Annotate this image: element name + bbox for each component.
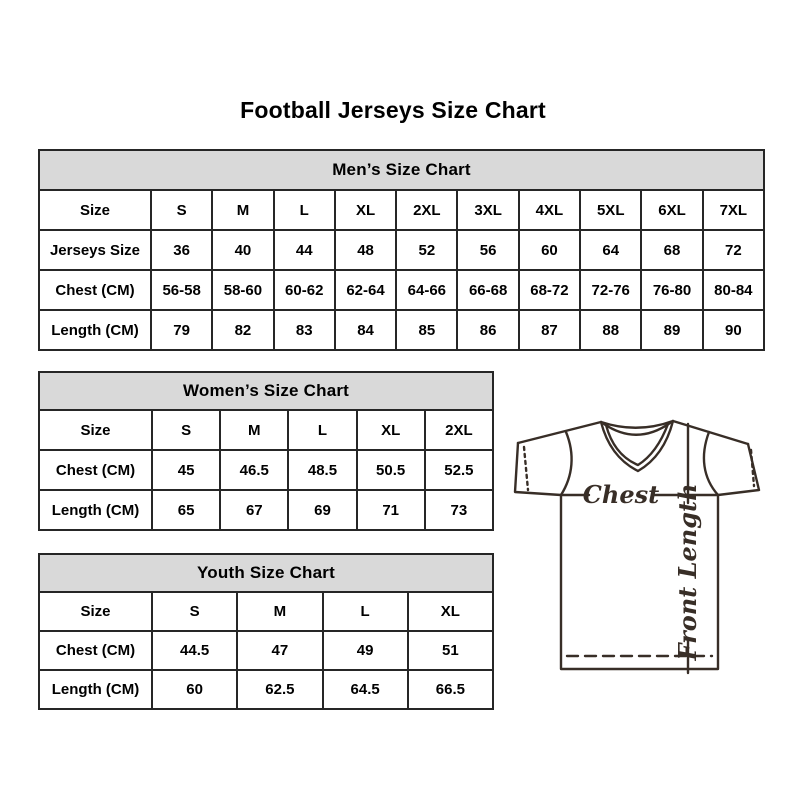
size-value: 64-66 — [396, 270, 457, 310]
size-value: 46.5 — [220, 450, 288, 490]
size-col-header: XL — [357, 410, 425, 450]
size-value: 49 — [323, 631, 408, 670]
size-value: 72-76 — [580, 270, 641, 310]
size-col-header: 7XL — [703, 190, 764, 230]
size-col-header: 2XL — [425, 410, 493, 450]
size-col-header: 3XL — [457, 190, 518, 230]
table-title: Men’s Size Chart — [39, 150, 764, 190]
size-col-header: 5XL — [580, 190, 641, 230]
table-row — [39, 592, 493, 631]
row-label: Chest (CM) — [39, 270, 151, 310]
jersey-right-sleeve — [718, 444, 759, 495]
size-value: 60 — [519, 230, 580, 270]
size-value: 66.5 — [408, 670, 493, 709]
size-col-header: S — [152, 592, 237, 631]
size-value: 72 — [703, 230, 764, 270]
cuff-stitch-dashed-line — [524, 447, 528, 490]
size-value: 66-68 — [457, 270, 518, 310]
size-value: 83 — [274, 310, 335, 350]
row-label: Size — [39, 592, 152, 631]
size-value: 76-80 — [641, 270, 702, 310]
mens-size-chart-table — [38, 149, 765, 351]
youth-size-chart-table — [38, 553, 494, 710]
size-col-header: M — [237, 592, 322, 631]
size-col-header: L — [274, 190, 335, 230]
table-row — [39, 230, 764, 270]
size-value: 50.5 — [357, 450, 425, 490]
size-value: 69 — [288, 490, 356, 530]
jersey-armhole-seam — [561, 432, 572, 495]
size-value: 58-60 — [212, 270, 273, 310]
size-value: 47 — [237, 631, 322, 670]
size-col-header: M — [212, 190, 273, 230]
size-value: 87 — [519, 310, 580, 350]
table-row — [39, 310, 764, 350]
size-value: 40 — [212, 230, 273, 270]
table-title: Youth Size Chart — [39, 554, 493, 592]
chest-measure-label: Chest — [582, 480, 660, 509]
table-row — [39, 450, 493, 490]
size-value: 60 — [152, 670, 237, 709]
size-value: 45 — [152, 450, 220, 490]
size-table — [38, 553, 494, 710]
jersey-shoulder-seam — [673, 421, 748, 444]
row-label: Chest (CM) — [39, 450, 152, 490]
size-value: 68-72 — [519, 270, 580, 310]
jersey-measurement-diagram — [502, 412, 772, 676]
size-value: 48 — [335, 230, 396, 270]
table-row — [39, 670, 493, 709]
table-row — [39, 190, 764, 230]
size-value: 36 — [151, 230, 212, 270]
size-value: 64.5 — [323, 670, 408, 709]
size-col-header: M — [220, 410, 288, 450]
size-value: 64 — [580, 230, 641, 270]
size-value: 68 — [641, 230, 702, 270]
table-row — [39, 270, 764, 310]
row-label: Length (CM) — [39, 670, 152, 709]
row-label: Length (CM) — [39, 490, 152, 530]
size-col-header: L — [288, 410, 356, 450]
size-value: 52 — [396, 230, 457, 270]
size-value: 56-58 — [151, 270, 212, 310]
womens-size-chart-table — [38, 371, 494, 531]
size-value: 71 — [357, 490, 425, 530]
page-title: Football Jerseys Size Chart — [240, 97, 546, 123]
jersey-shoulder-seam — [518, 422, 601, 443]
size-value: 84 — [335, 310, 396, 350]
size-value: 44 — [274, 230, 335, 270]
jersey-armhole-seam — [704, 432, 718, 495]
size-col-header: 2XL — [396, 190, 457, 230]
table-row — [39, 631, 493, 670]
size-table — [38, 371, 494, 531]
table-row — [39, 490, 493, 530]
size-value: 73 — [425, 490, 493, 530]
table-row — [39, 410, 493, 450]
size-value: 80-84 — [703, 270, 764, 310]
size-value: 82 — [212, 310, 273, 350]
size-value: 85 — [396, 310, 457, 350]
jersey-left-sleeve — [515, 443, 561, 495]
size-value: 52.5 — [425, 450, 493, 490]
size-value: 44.5 — [152, 631, 237, 670]
size-value: 48.5 — [288, 450, 356, 490]
table-title: Women’s Size Chart — [39, 372, 493, 410]
size-value: 62.5 — [237, 670, 322, 709]
size-table — [38, 149, 765, 351]
row-label: Size — [39, 410, 152, 450]
front-length-measure-label: Front Length — [673, 483, 702, 661]
size-col-header: 4XL — [519, 190, 580, 230]
row-label: Jerseys Size — [39, 230, 151, 270]
row-label: Size — [39, 190, 151, 230]
row-label: Chest (CM) — [39, 631, 152, 670]
size-value: 79 — [151, 310, 212, 350]
size-value: 86 — [457, 310, 518, 350]
size-value: 67 — [220, 490, 288, 530]
size-col-header: 6XL — [641, 190, 702, 230]
size-col-header: L — [323, 592, 408, 631]
size-value: 65 — [152, 490, 220, 530]
size-value: 62-64 — [335, 270, 396, 310]
size-col-header: S — [152, 410, 220, 450]
row-label: Length (CM) — [39, 310, 151, 350]
size-value: 88 — [580, 310, 641, 350]
size-value: 89 — [641, 310, 702, 350]
size-value: 56 — [457, 230, 518, 270]
size-col-header: XL — [408, 592, 493, 631]
size-value: 60-62 — [274, 270, 335, 310]
size-value: 90 — [703, 310, 764, 350]
size-col-header: S — [151, 190, 212, 230]
size-value: 51 — [408, 631, 493, 670]
size-col-header: XL — [335, 190, 396, 230]
